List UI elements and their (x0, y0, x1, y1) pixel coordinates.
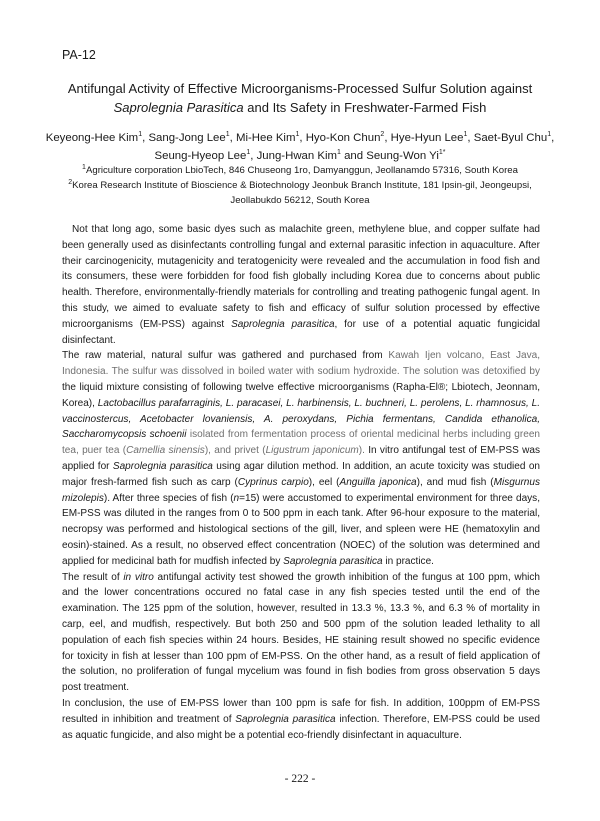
sample-size-symbol: n (233, 492, 240, 504)
paragraph-intro (62, 222, 540, 348)
species-name: Cyprinus carpio (237, 476, 309, 488)
species-name: Saprolegnia parasitica (231, 318, 335, 330)
text: In vitro antifungal test of EM-PSS was applied for (62, 445, 540, 472)
species-name: Anguilla japonica (339, 476, 417, 488)
author-affiliation-mark: 1 (138, 131, 143, 139)
italic-term: in vitro (123, 571, 154, 583)
paragraph-results (62, 570, 540, 696)
text: In conclusion, the use of EM-PSS lower than 100 ppm is safe for fish. In addition, 100ppm of EM-PSS resulted in inhibition and treatment of (62, 697, 540, 725)
species-name: Misgurnus mizolepis (62, 476, 540, 504)
affiliation-2-line-2: Jeollabukdo 56212, South Korea (230, 195, 370, 206)
affiliation-1 (40, 163, 560, 178)
affiliation-2 (40, 178, 560, 193)
author-affiliation-mark: 1 (547, 131, 552, 139)
author: Hye-Hyun Lee (390, 132, 464, 144)
abstract-body (62, 222, 540, 743)
author-list: Keyeong-Hee Kim$^1$, Sang-Jong Lee$^1$, Mi-Hee Kim$^1$, Hyo-Kon Chun$^2$, Hye-Hyun Lee$^1$, Saet-Byul Chu$^1$, Seung-Hyeop Lee$^1$, Jung-Hwan Kim$^1$ and Seung-Won $Yi^{1*}$ (45, 131, 555, 162)
title-line-2 (40, 98, 560, 117)
text: The result of (62, 571, 124, 583)
species-name: Camellia sinensis (126, 445, 205, 457)
grey-text: Kawah Ijen volcano, East Java, Indonesia. The sulfur was dissolved in boiled water with sodium hydroxide. The solution was detoxified by (62, 350, 540, 378)
text: antifungal activity test showed the growth inhibition of the fungus at 100 ppm, which and the lower concentrations occured no fatal case in any fish species tested until the end of the examination. The 125 ppm of the solution, however, resulted in 13.3 %, 13.3 %, and 6.3 % of mortality in carp, eel, and mudfish, respectively. But both 250 and 500 ppm of the solution leaded lethality to all population of each fish species within 24 hours. Besides, HE staining result showed no specific evidence for toxicity in fish at lesser than 100 ppm of EM-PSS. On the other hand, as a result of field application of the solution, no proliferation of fungal mycelium was found in fish bodies from gross observation 5 days post treatment. (62, 571, 541, 694)
species-name: Saprolegnia parasitica (235, 713, 336, 725)
author-affiliation-mark: 1 (246, 149, 251, 157)
text: Not that long ago, some basic dyes such as malachite green, methylene blue, and copper sulfate had been generally used as disinfectants controlling fungal and external parasitic infection in aquaculture. After their carcinogenicity, mutagenicity and teratogenicity were revealed and the accumulation in food fish and its consumers, these were forbidden for food fish globally including Korea due to concerns about public health. Therefore, environmentally-friendly materials for controlling and treating pathogenic fungal agent. In this study, we aimed to evaluate safety to fish and efficacy of sulfur solution processed by effective microorganisms (EM-PSS) against (62, 224, 540, 330)
text: using agar dilution method. In addition, an acute toxicity was studied on major fresh-farmed fish such as carp ( (62, 460, 540, 488)
author: Seung-Hyeop Lee (154, 150, 247, 162)
paragraph-methods (62, 348, 540, 569)
title-line-2-rest: and Its Safety in Freshwater-Farmed Fish (243, 100, 487, 115)
species-name: Saprolegnia parasitica (112, 460, 213, 472)
species-list: Lactobacillus parafarraginis, L. paracasei, L. harbinensis, L. buchneri, L. perolens, L. rhamnosus, L. vaccinostercus, Acetobacter lovaniensis, A. peroxydans, Pichia fermentans, Candida ethanolica, Saccharomycopsis schoenii (62, 397, 540, 441)
author-affiliation-mark: 1 (463, 131, 468, 139)
text: ). After three species of fish ( (103, 492, 234, 504)
author-affiliation-mark: 1 (337, 149, 341, 157)
author-affiliation-mark: 1 (225, 131, 230, 139)
text: The raw material, natural sulfur was gathered and purchased from (62, 350, 389, 362)
author: Hyo-Kon Chun (305, 132, 381, 144)
author: Saet-Byul Chu (473, 132, 548, 144)
text: , for use of a potential aquatic fungicidal disinfectant. (62, 318, 540, 346)
grey-text: ). (358, 445, 365, 457)
author: Keyeong-Hee Kim (45, 132, 139, 144)
paper-title (40, 79, 560, 117)
text: ), eel ( (308, 476, 340, 488)
grey-text: ), and privet ( (204, 445, 266, 457)
text: infection. Therefore, EM-PSS could be used as aquatic fungicide, and also might be a potential eco-friendly disinfectant in aquaculture. (62, 713, 540, 741)
affiliation-2-text: Korea Research Institute of Bioscience & Biotechnology Jeonbuk Branch Institute, 181 Ipsin-gil, Jeongeupsi, (72, 180, 532, 191)
author-affiliation-mark: 1 (295, 131, 300, 139)
text: the liquid mixture consisting of following twelve effective microorganisms (Rapha-El®; Lbiotech, Jeonnam, Korea), (62, 381, 540, 409)
author-affiliation-mark: 1* (438, 149, 446, 157)
author: Mi-Hee Kim (235, 132, 296, 144)
affiliations (40, 163, 560, 208)
title-species: Saprolegnia Parasitica (113, 100, 244, 115)
species-name: Saprolegnia parasitica (283, 555, 383, 567)
text: ), and mud fish ( (416, 476, 494, 488)
paragraph-conclusion (62, 696, 540, 743)
author: Sang-Jong Lee (148, 132, 226, 144)
affiliation-mark: 1 (82, 163, 86, 171)
text: in practice. (382, 555, 434, 567)
text: =15) were accustomed to experimental environment for three days, EM-PSS was diluted in the ranges from 0 to 500 ppm in each tank. After 96-hour exposure to the material, necropsy was performed and histological sections of the gill, liver, and spleen were HE (hematoxylin and eosin)-stained. As a result, no observed effect concentration (NOEC) of the solution was determined and applied for medicinal bath for mudfish infected by (62, 492, 540, 567)
author: Seung-Won Yi (366, 150, 439, 162)
author-affiliation-mark: 2 (380, 131, 385, 139)
species-name: Ligustrum japonicum (265, 445, 359, 457)
affiliation-1-text: Agriculture corporation LbioTech, 846 Chuseong 1ro, Damyanggun, Jeollanamdo 57316, South Korea (85, 165, 518, 176)
author: Jung-Hwan Kim (256, 150, 337, 162)
affiliation-mark: 2 (68, 178, 73, 186)
title-line-1: Antifungal Activity of Effective Microorganisms-Processed Sulfur Solution against (67, 81, 533, 96)
abstract-code: PA-12 (62, 48, 96, 62)
grey-text: isolated from fermentation process of oriental medicinal herbs including green tea, puer tea ( (62, 429, 541, 457)
page-number: - 222 - (284, 773, 316, 785)
